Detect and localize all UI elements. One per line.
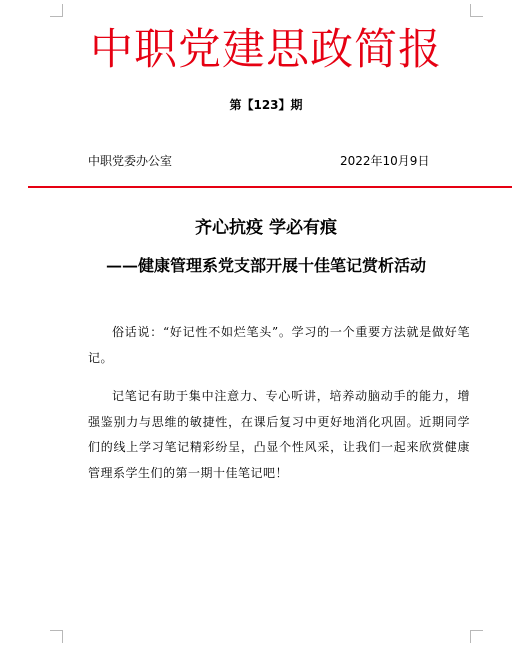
- page-corner-mark: [470, 4, 483, 17]
- article-subtitle: ——健康管理系党支部开展十佳笔记赏析活动: [105, 256, 426, 275]
- page-corner-mark: [470, 630, 483, 643]
- page-corner-mark: [50, 4, 63, 17]
- issuing-office: 中职党委办公室: [88, 154, 173, 168]
- page-corner-mark: [50, 630, 63, 643]
- body-paragraph: 俗话说：“好记性不如烂笔头”。学习的一个重要方法就是做好笔记。: [88, 325, 470, 365]
- header-divider: [28, 186, 512, 188]
- body-paragraph: 记笔记有助于集中注意力、专心听讲，培养动脑动手的能力，增强鉴别力与思维的敏捷性，在课后复习中更好地消化巩固。近期同学们的线上学习笔记精彩纷呈，凸显个性风采，让我们一起来欣赏健康管理系学生们的第一期十佳笔记吧！: [88, 389, 470, 480]
- issue-date: 2022年10月9日: [340, 154, 430, 168]
- issue-number: 第【123】期: [229, 98, 303, 112]
- article-title: 齐心抗疫 学必有痕: [195, 218, 337, 238]
- newsletter-masthead: 中职党建思政简报: [90, 25, 442, 75]
